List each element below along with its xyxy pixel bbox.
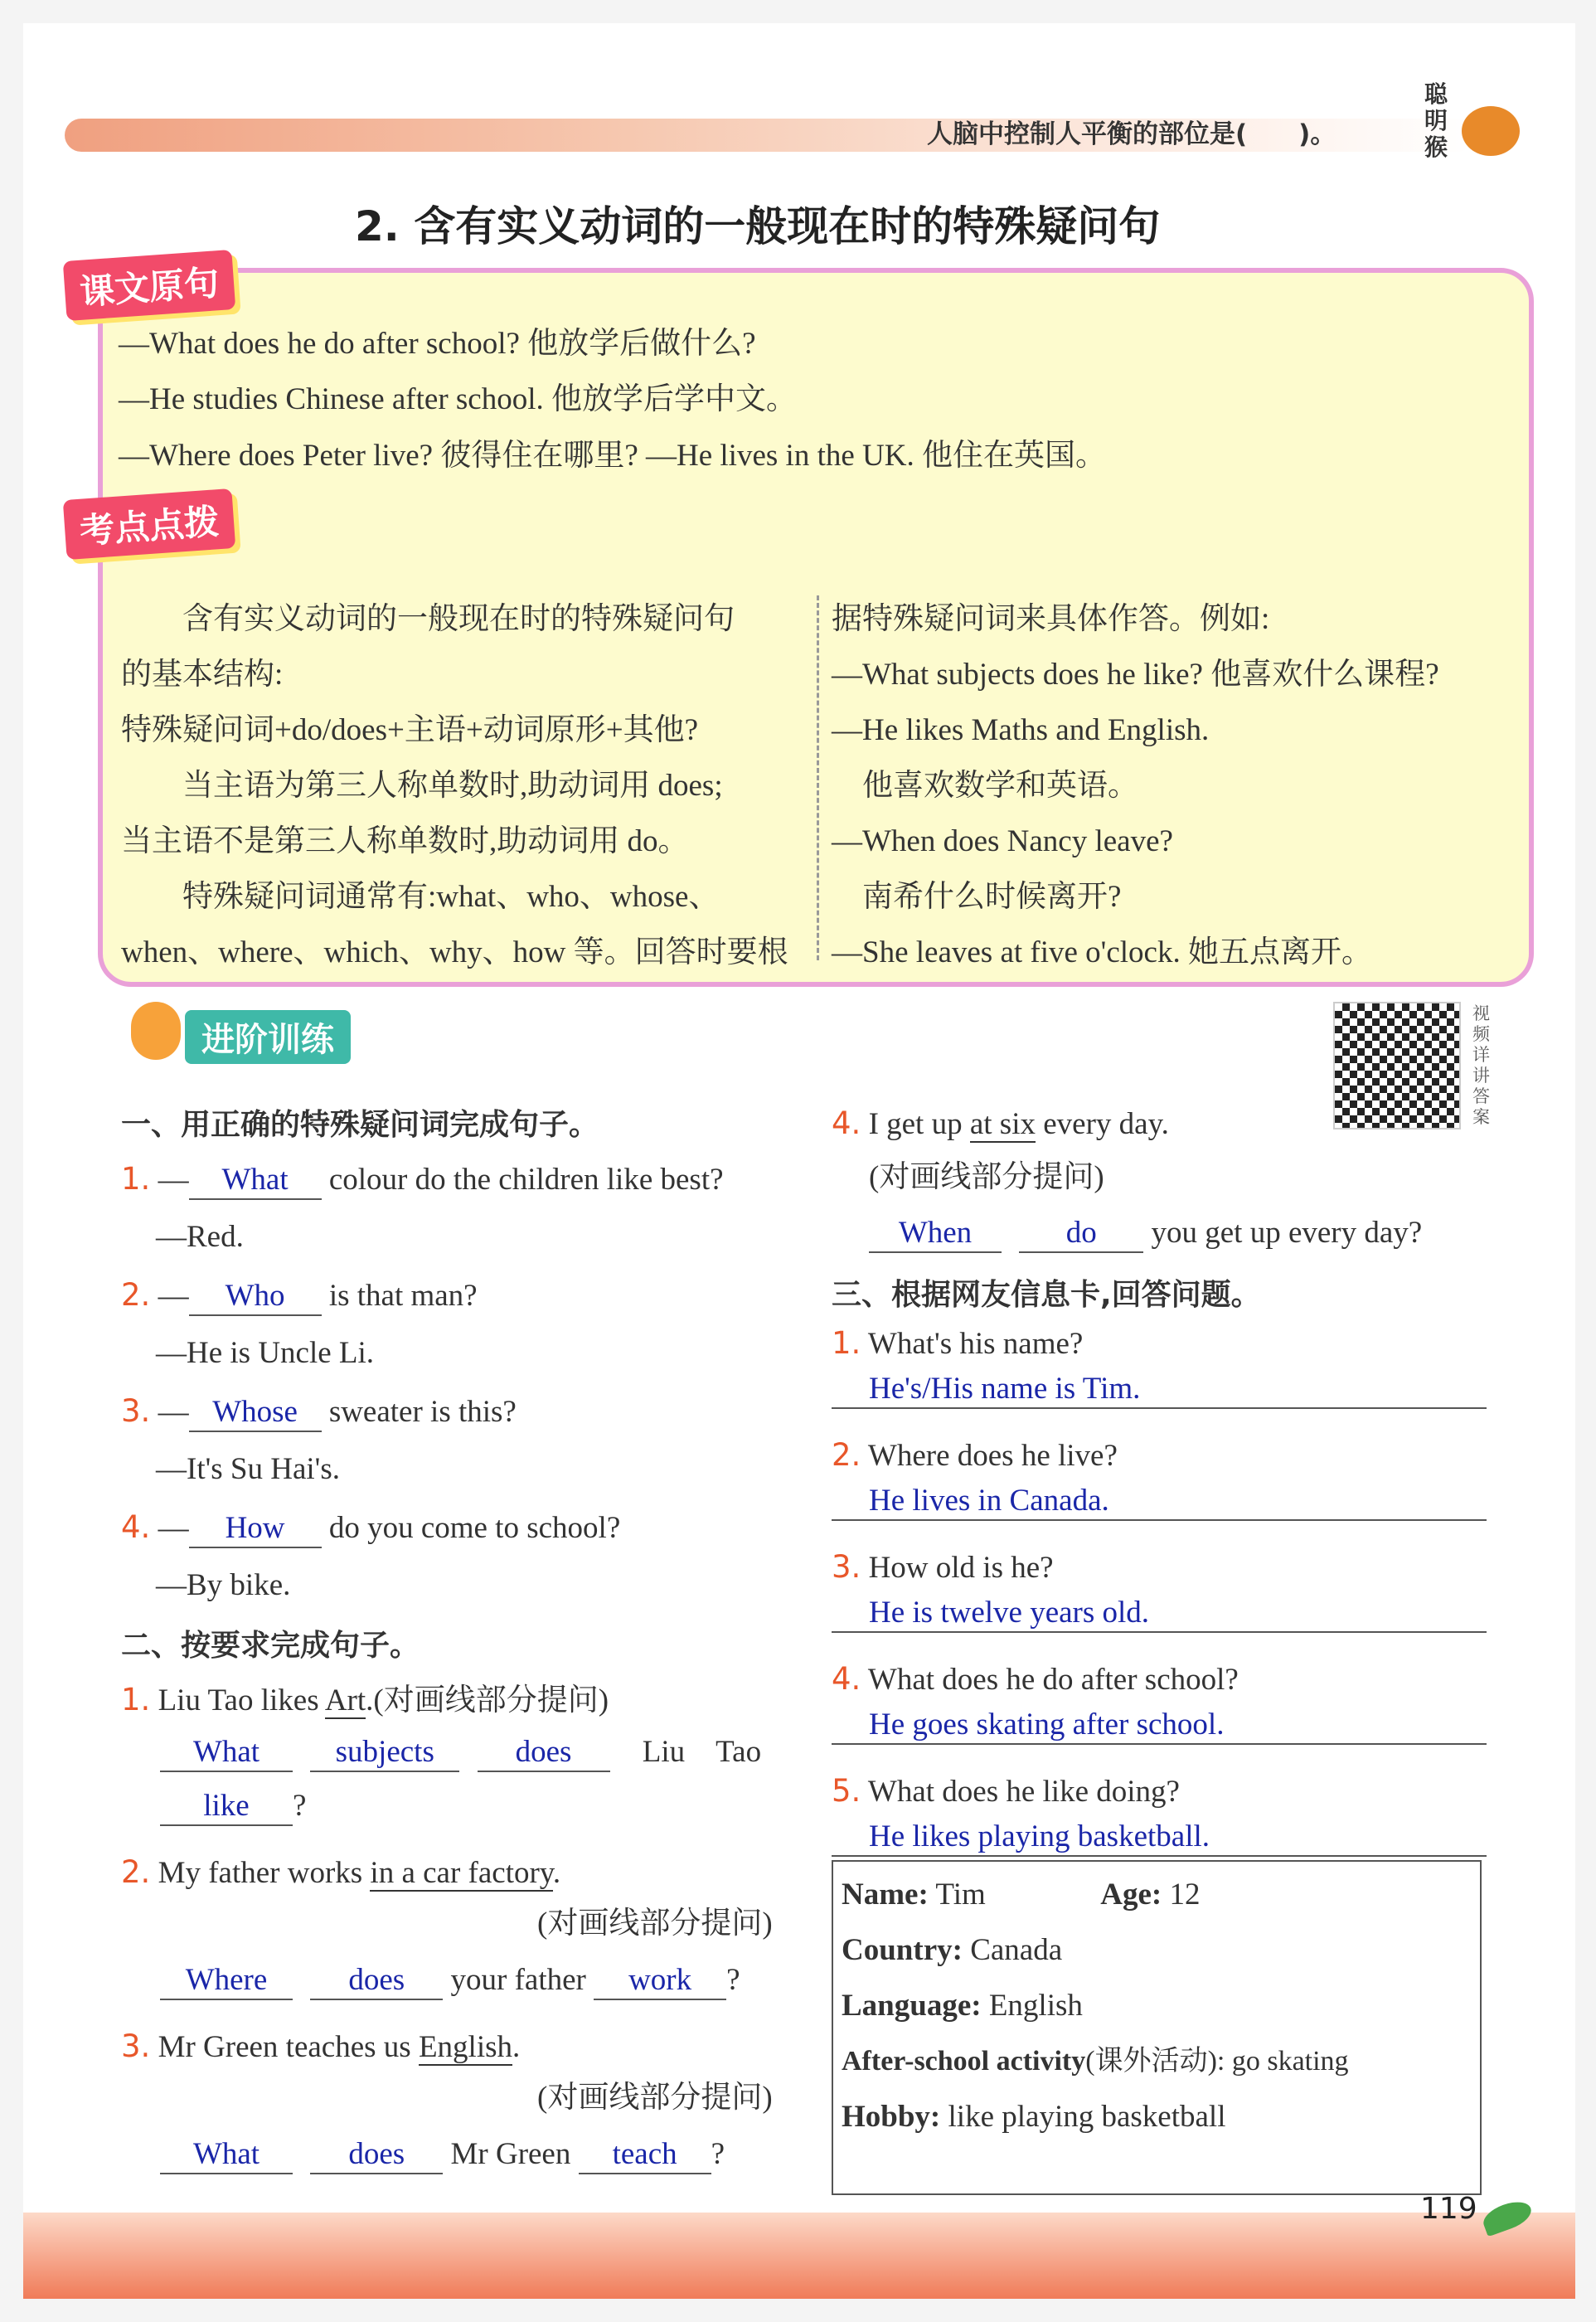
- points-line: 当主语为第三人称单数时,助动词用 does;: [121, 769, 723, 803]
- part2-q3: 3. Mr Green teaches us English.: [121, 2028, 521, 2064]
- pencil-mascot-icon: [131, 1002, 181, 1060]
- answer-blank[interactable]: Whose: [189, 1394, 322, 1432]
- part2-q3-note: (对画线部分提问): [537, 2081, 773, 2115]
- footer-band: [23, 2213, 1575, 2299]
- sentence-3: —Where does Peter live? 彼得住在哪里? —He lives in the UK. 他住在英国。: [119, 439, 1106, 473]
- part1-reply-3: —It's Su Hai's.: [156, 1452, 340, 1486]
- points-line: —What subjects does he like? 他喜欢什么课程?: [832, 658, 1439, 692]
- answer-blank[interactable]: do: [1019, 1215, 1143, 1253]
- answer-blank[interactable]: like: [160, 1788, 293, 1826]
- part1-item-1: 1. — What colour do the children like best?: [121, 1161, 724, 1200]
- part2-q1-answer-line-2: like ?: [160, 1788, 306, 1826]
- answer-blank[interactable]: subjects: [310, 1734, 459, 1772]
- points-line: —When does Nancy leave?: [832, 824, 1173, 858]
- points-line: —He likes Maths and English.: [832, 713, 1210, 747]
- part3-item-4: 4. What does he do after school? He goes skating after school.: [832, 1661, 1487, 1745]
- part2-q4-answer-line: When do you get up every day?: [869, 1215, 1422, 1253]
- answer-blank[interactable]: What: [160, 2136, 293, 2174]
- page-number: 119: [1420, 2192, 1477, 2226]
- answer-blank[interactable]: How: [189, 1510, 322, 1548]
- answer-blank[interactable]: does: [310, 1962, 443, 2000]
- points-line: 据特殊疑问词来具体作答。例如:: [832, 602, 1270, 636]
- points-line: 含有实义动词的一般现在时的特殊疑问句: [121, 602, 735, 636]
- part3-title: 三、根据网友信息卡,回答问题。: [832, 1278, 1261, 1312]
- answer-line[interactable]: He goes skating after school.: [832, 1707, 1487, 1745]
- points-line: 的基本结构:: [121, 658, 284, 692]
- points-line: 特殊疑问词+do/does+主语+动词原形+其他?: [121, 713, 698, 747]
- part2-q4-note: (对画线部分提问): [869, 1160, 1104, 1194]
- part2-q4: 4. I get up at six every day.: [832, 1105, 1169, 1141]
- qr-code-icon[interactable]: [1333, 1002, 1461, 1129]
- tag-text-sentences: 课文原句: [63, 250, 236, 321]
- points-line: —She leaves at five o'clock. 她五点离开。: [832, 935, 1372, 969]
- answer-blank[interactable]: does: [310, 2136, 443, 2174]
- answer-blank[interactable]: When: [869, 1215, 1002, 1253]
- points-right-column: [832, 591, 1511, 980]
- header-question: 人脑中控制人平衡的部位是( )。: [927, 119, 1336, 149]
- answer-blank[interactable]: Where: [160, 1962, 293, 2000]
- answer-blank[interactable]: What: [189, 1162, 322, 1200]
- pen-pal-info-card: Name: Tim Age: 12 Country: Canada Language: English After-school activity(课外活动): go skating Hobby: like playing basketball: [832, 1860, 1482, 2195]
- part2-q2-answer-line: Where does your father work ?: [160, 1962, 740, 2000]
- part1-item-3: 3. — Whose sweater is this?: [121, 1393, 517, 1432]
- points-line: when、where、which、why、how 等。回答时要根: [121, 935, 788, 969]
- answer-blank[interactable]: work: [594, 1962, 726, 2000]
- brand-text: 聪明猴: [1424, 80, 1448, 161]
- sentence-1: —What does he do after school? 他放学后做什么?: [119, 327, 756, 361]
- part2-q2: 2. My father works in a car factory.: [121, 1854, 561, 1890]
- monkey-logo-icon: [1462, 106, 1520, 156]
- part3-item-1: 1. What's his name? He's/His name is Tim.: [832, 1325, 1487, 1409]
- part3-item-2: 2. Where does he live? He lives in Canada.: [832, 1437, 1487, 1521]
- section-title: 2. 含有实义动词的一般现在时的特殊疑问句: [355, 202, 1161, 250]
- tag-training: 进阶训练: [185, 1010, 351, 1064]
- answer-line[interactable]: He lives in Canada.: [832, 1483, 1487, 1521]
- answer-line[interactable]: He is twelve years old.: [832, 1595, 1487, 1633]
- part1-reply-4: —By bike.: [156, 1568, 291, 1602]
- part1-title: 一、用正确的特殊疑问词完成句子。: [121, 1108, 599, 1142]
- part3-item-5: 5. What does he like doing? He likes playing basketball.: [832, 1773, 1487, 1857]
- part2-q1-answer-line: What subjects does Liu Tao: [160, 1734, 761, 1772]
- answer-blank[interactable]: teach: [579, 2136, 711, 2174]
- answer-line[interactable]: He's/His name is Tim.: [832, 1371, 1487, 1409]
- part2-title: 二、按要求完成句子。: [121, 1629, 420, 1663]
- part1-reply-1: —Red.: [156, 1220, 244, 1254]
- part2-q3-answer-line: What does Mr Green teach ?: [160, 2136, 725, 2174]
- points-line: 他喜欢数学和英语。: [832, 769, 1138, 803]
- answer-line[interactable]: He likes playing basketball.: [832, 1819, 1487, 1857]
- points-line: 南希什么时候离开?: [832, 880, 1122, 914]
- answer-blank[interactable]: does: [478, 1734, 610, 1772]
- answer-blank[interactable]: Who: [189, 1278, 322, 1316]
- part2-q2-note: (对画线部分提问): [537, 1907, 773, 1941]
- part3-item-3: 3. How old is he? He is twelve years old.: [832, 1549, 1487, 1633]
- column-divider: [817, 595, 819, 960]
- workbook-page: [23, 23, 1575, 2299]
- points-line: 当主语不是第三人称单数时,助动词用 do。: [121, 824, 689, 858]
- points-line: 特殊疑问词通常有:what、who、whose、: [121, 880, 720, 914]
- answer-blank[interactable]: What: [160, 1734, 293, 1772]
- qr-label: 视频详讲答案: [1472, 1003, 1490, 1127]
- part1-item-4: 4. — How do you come to school?: [121, 1509, 620, 1548]
- part1-reply-2: —He is Uncle Li.: [156, 1336, 375, 1370]
- tag-key-points: 考点点拨: [63, 488, 236, 560]
- part2-q1: 1. Liu Tao likes Art.(对画线部分提问): [121, 1682, 609, 1717]
- points-left-column: [121, 591, 817, 980]
- part1-item-2: 2. — Who is that man?: [121, 1277, 478, 1316]
- sentence-2: —He studies Chinese after school. 他放学后学中文。: [119, 382, 797, 416]
